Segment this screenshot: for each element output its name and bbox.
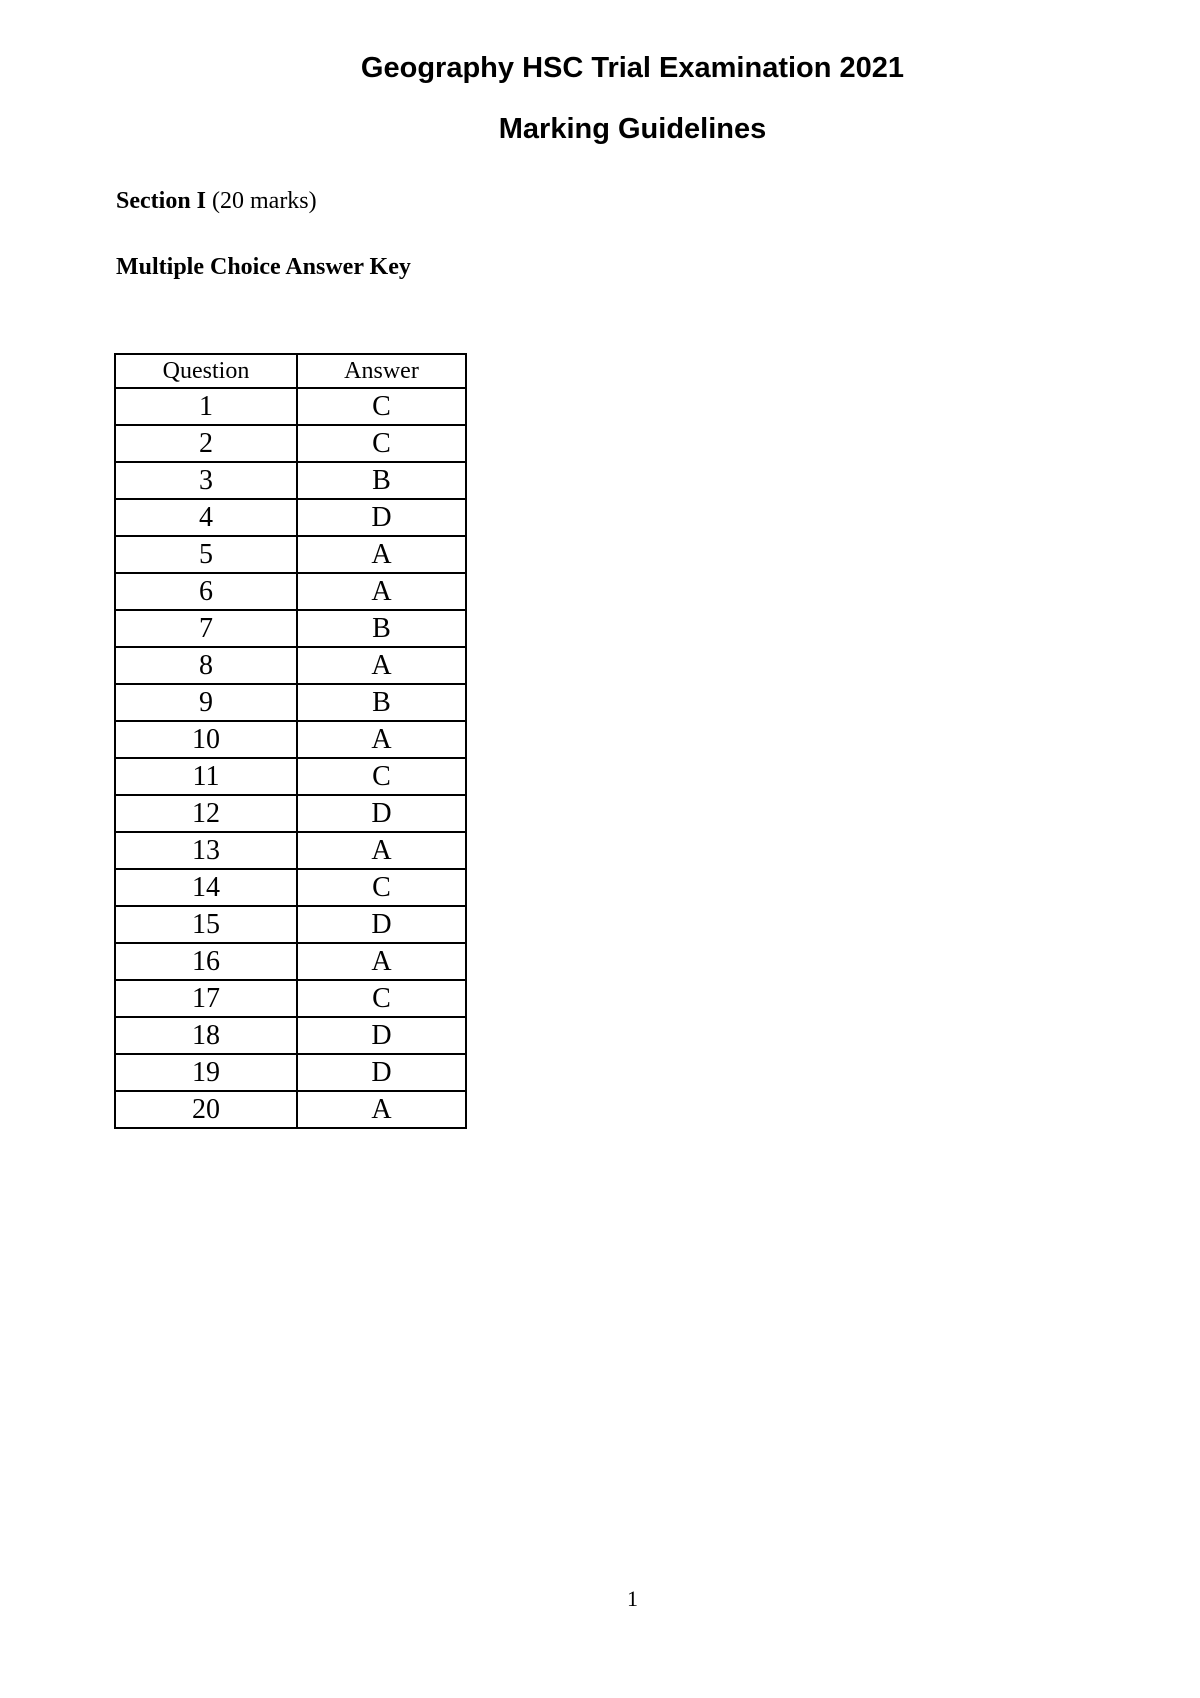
table-row [115,1017,466,1054]
question-number-cell: 13 [115,832,297,869]
column-header-question: Question [115,354,297,388]
question-number-cell: 8 [115,647,297,684]
answer-cell: C [297,980,466,1017]
table-row [115,388,466,425]
question-number-cell: 16 [115,943,297,980]
table-row [115,610,466,647]
answer-key-heading: Multiple Choice Answer Key [116,254,411,280]
answer-key-rows [115,388,466,1128]
answer-cell: A [297,647,466,684]
answer-cell: C [297,388,466,425]
answer-cell: A [297,721,466,758]
answer-cell: A [297,536,466,573]
question-number-cell: 20 [115,1091,297,1128]
table-row [115,758,466,795]
question-number-cell: 7 [115,610,297,647]
answer-cell: D [297,906,466,943]
question-number-cell: 15 [115,906,297,943]
question-number-cell: 4 [115,499,297,536]
table-row [115,462,466,499]
table-row [115,425,466,462]
table-row [115,647,466,684]
table-row [115,573,466,610]
table-row [115,721,466,758]
table-row [115,536,466,573]
section-heading [116,188,317,215]
table-row [115,980,466,1017]
table-row [115,906,466,943]
question-number-cell: 19 [115,1054,297,1091]
question-number-cell: 17 [115,980,297,1017]
table-row [115,832,466,869]
answer-cell: C [297,425,466,462]
column-header-answer: Answer [297,354,466,388]
answer-cell: A [297,832,466,869]
answer-cell: A [297,1091,466,1128]
question-number-cell: 9 [115,684,297,721]
answer-cell: A [297,943,466,980]
document-title: Geography HSC Trial Examination 2021 [360,52,905,84]
question-number-cell: 14 [115,869,297,906]
section-label: Section I [116,188,206,214]
question-number-cell: 11 [115,758,297,795]
table-row [115,795,466,832]
question-number-cell: 18 [115,1017,297,1054]
question-number-cell: 10 [115,721,297,758]
answer-cell: C [297,869,466,906]
question-number-cell: 1 [115,388,297,425]
question-number-cell: 6 [115,573,297,610]
question-number-cell: 3 [115,462,297,499]
question-number-cell: 2 [115,425,297,462]
answer-cell: B [297,684,466,721]
table-row [115,684,466,721]
table-row [115,1054,466,1091]
question-number-cell: 12 [115,795,297,832]
answer-cell: D [297,795,466,832]
document-subtitle: Marking Guidelines [498,113,767,145]
answer-cell: D [297,1017,466,1054]
table-row [115,869,466,906]
section-marks: (20 marks) [212,188,317,214]
question-number-cell: 5 [115,536,297,573]
table-row [115,1091,466,1128]
table-header-row [115,354,466,388]
table-row [115,499,466,536]
answer-cell: B [297,610,466,647]
answer-cell: B [297,462,466,499]
answer-cell: C [297,758,466,795]
answer-key-table [114,353,467,1129]
answer-cell: A [297,573,466,610]
answer-cell: D [297,1054,466,1091]
answer-cell: D [297,499,466,536]
table-row [115,943,466,980]
page-number: 1 [627,1586,638,1611]
